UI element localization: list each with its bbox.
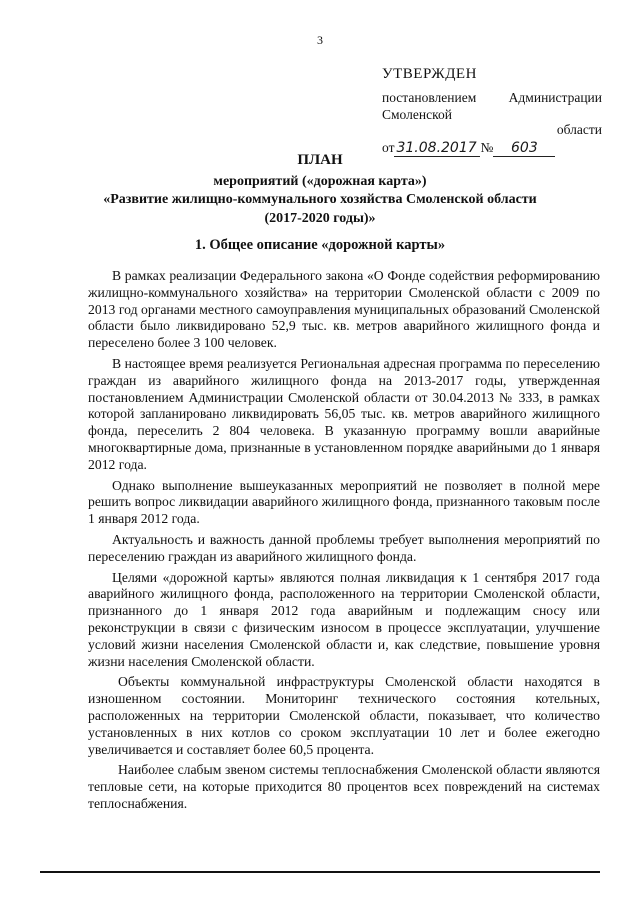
paragraph: В настоящее время реализуется Региональная адресная программа по переселению граждан из аварийного жилищного фонда на 2013-2017 годы, утвержденная постановлением Администрации Смоленской области от 30.04.2013 № 333, в рамках которой запланировано ликвидировать 56,05 тыс. кв. метров аварийного жилищного фонда, переселить 2 804 человека. В указанную программу вошли аварийные многоквартирные дома, признанные в установленном порядке аварийными до 1 января 2012 года. [88,355,600,472]
paragraph: В рамках реализации Федерального закона «О Фонде содействия реформированию жилищно-коммунального хозяйства» на территории Смоленской области с 2009 по 2013 год органами местного самоуправления муниципальных образований Смоленской области было ликвидировано 52,9 тыс. кв. метров аварийного жилищного фонда и переселено более 3 100 человек. [88,268,600,351]
paragraph: Однако выполнение вышеуказанных мероприятий не позволяет в полной мере решить вопрос ликвидации аварийного жилищного фонда, признанного таковым после 1 января 2012 года. [88,477,600,527]
number-sign: № [480,140,494,155]
body-text [88,268,600,817]
approval-stamp [382,66,602,157]
title-line-2: мероприятий («дорожная карта») [213,173,427,189]
section-heading: 1. Общее описание «дорожной карты» [194,237,446,253]
handwritten-date: 31.08.2017 [394,141,480,157]
paragraph: Актуальность и важность данной проблемы требует выполнения мероприятий по переселению граждан из аварийного жилищного фонда. [88,531,600,564]
paragraph: Наиболее слабым звеном системы теплоснабжения Смоленской области являются тепловые сети, на которые приходится 80 процентов всех повреждений на системах теплоснабжения. [88,762,600,811]
approved-heading: УТВЕРЖДЕН [382,66,477,82]
paragraph: Объекты коммунальной инфраструктуры Смоленской области находятся в изношенном состоянии. Мониторинг технического состояния котельных, расположенных на территории Смоленской области, показывает, что количество установленных в них котлов со сроком эксплуатации 10 лет и более ежегодно увеличивается и составляет более 60,5 процента. [88,674,600,757]
approval-region-line-2: области [556,122,602,137]
date-prefix: от [382,140,395,155]
bottom-divider [40,871,600,873]
paragraph: Целями «дорожной карты» являются полная ликвидация к 1 сентября 2017 года аварийного жилищного фонда, расположенного на территории Смоленской области, признанного до 1 января 2012 года аварийным и подлежащим сносу или реконструкции в связи с физическим износом в процессе эксплуатации, улучшение условий жизни населения Смоленской области и, как следствие, повышение уровня жизни населения Смоленской области. [88,569,600,669]
document-title [40,151,600,228]
page-number: 3 [317,33,323,47]
title-plan: ПЛАН [297,152,343,168]
title-line-3: «Развитие жилищно-коммунального хозяйства Смоленской области [103,192,537,207]
approval-authority-line: постановлением Администрации [382,90,602,105]
approval-region-line: Смоленской [382,107,452,122]
handwritten-number: 603 [493,141,555,157]
title-line-4: (2017-2020 годы)» [264,210,376,226]
